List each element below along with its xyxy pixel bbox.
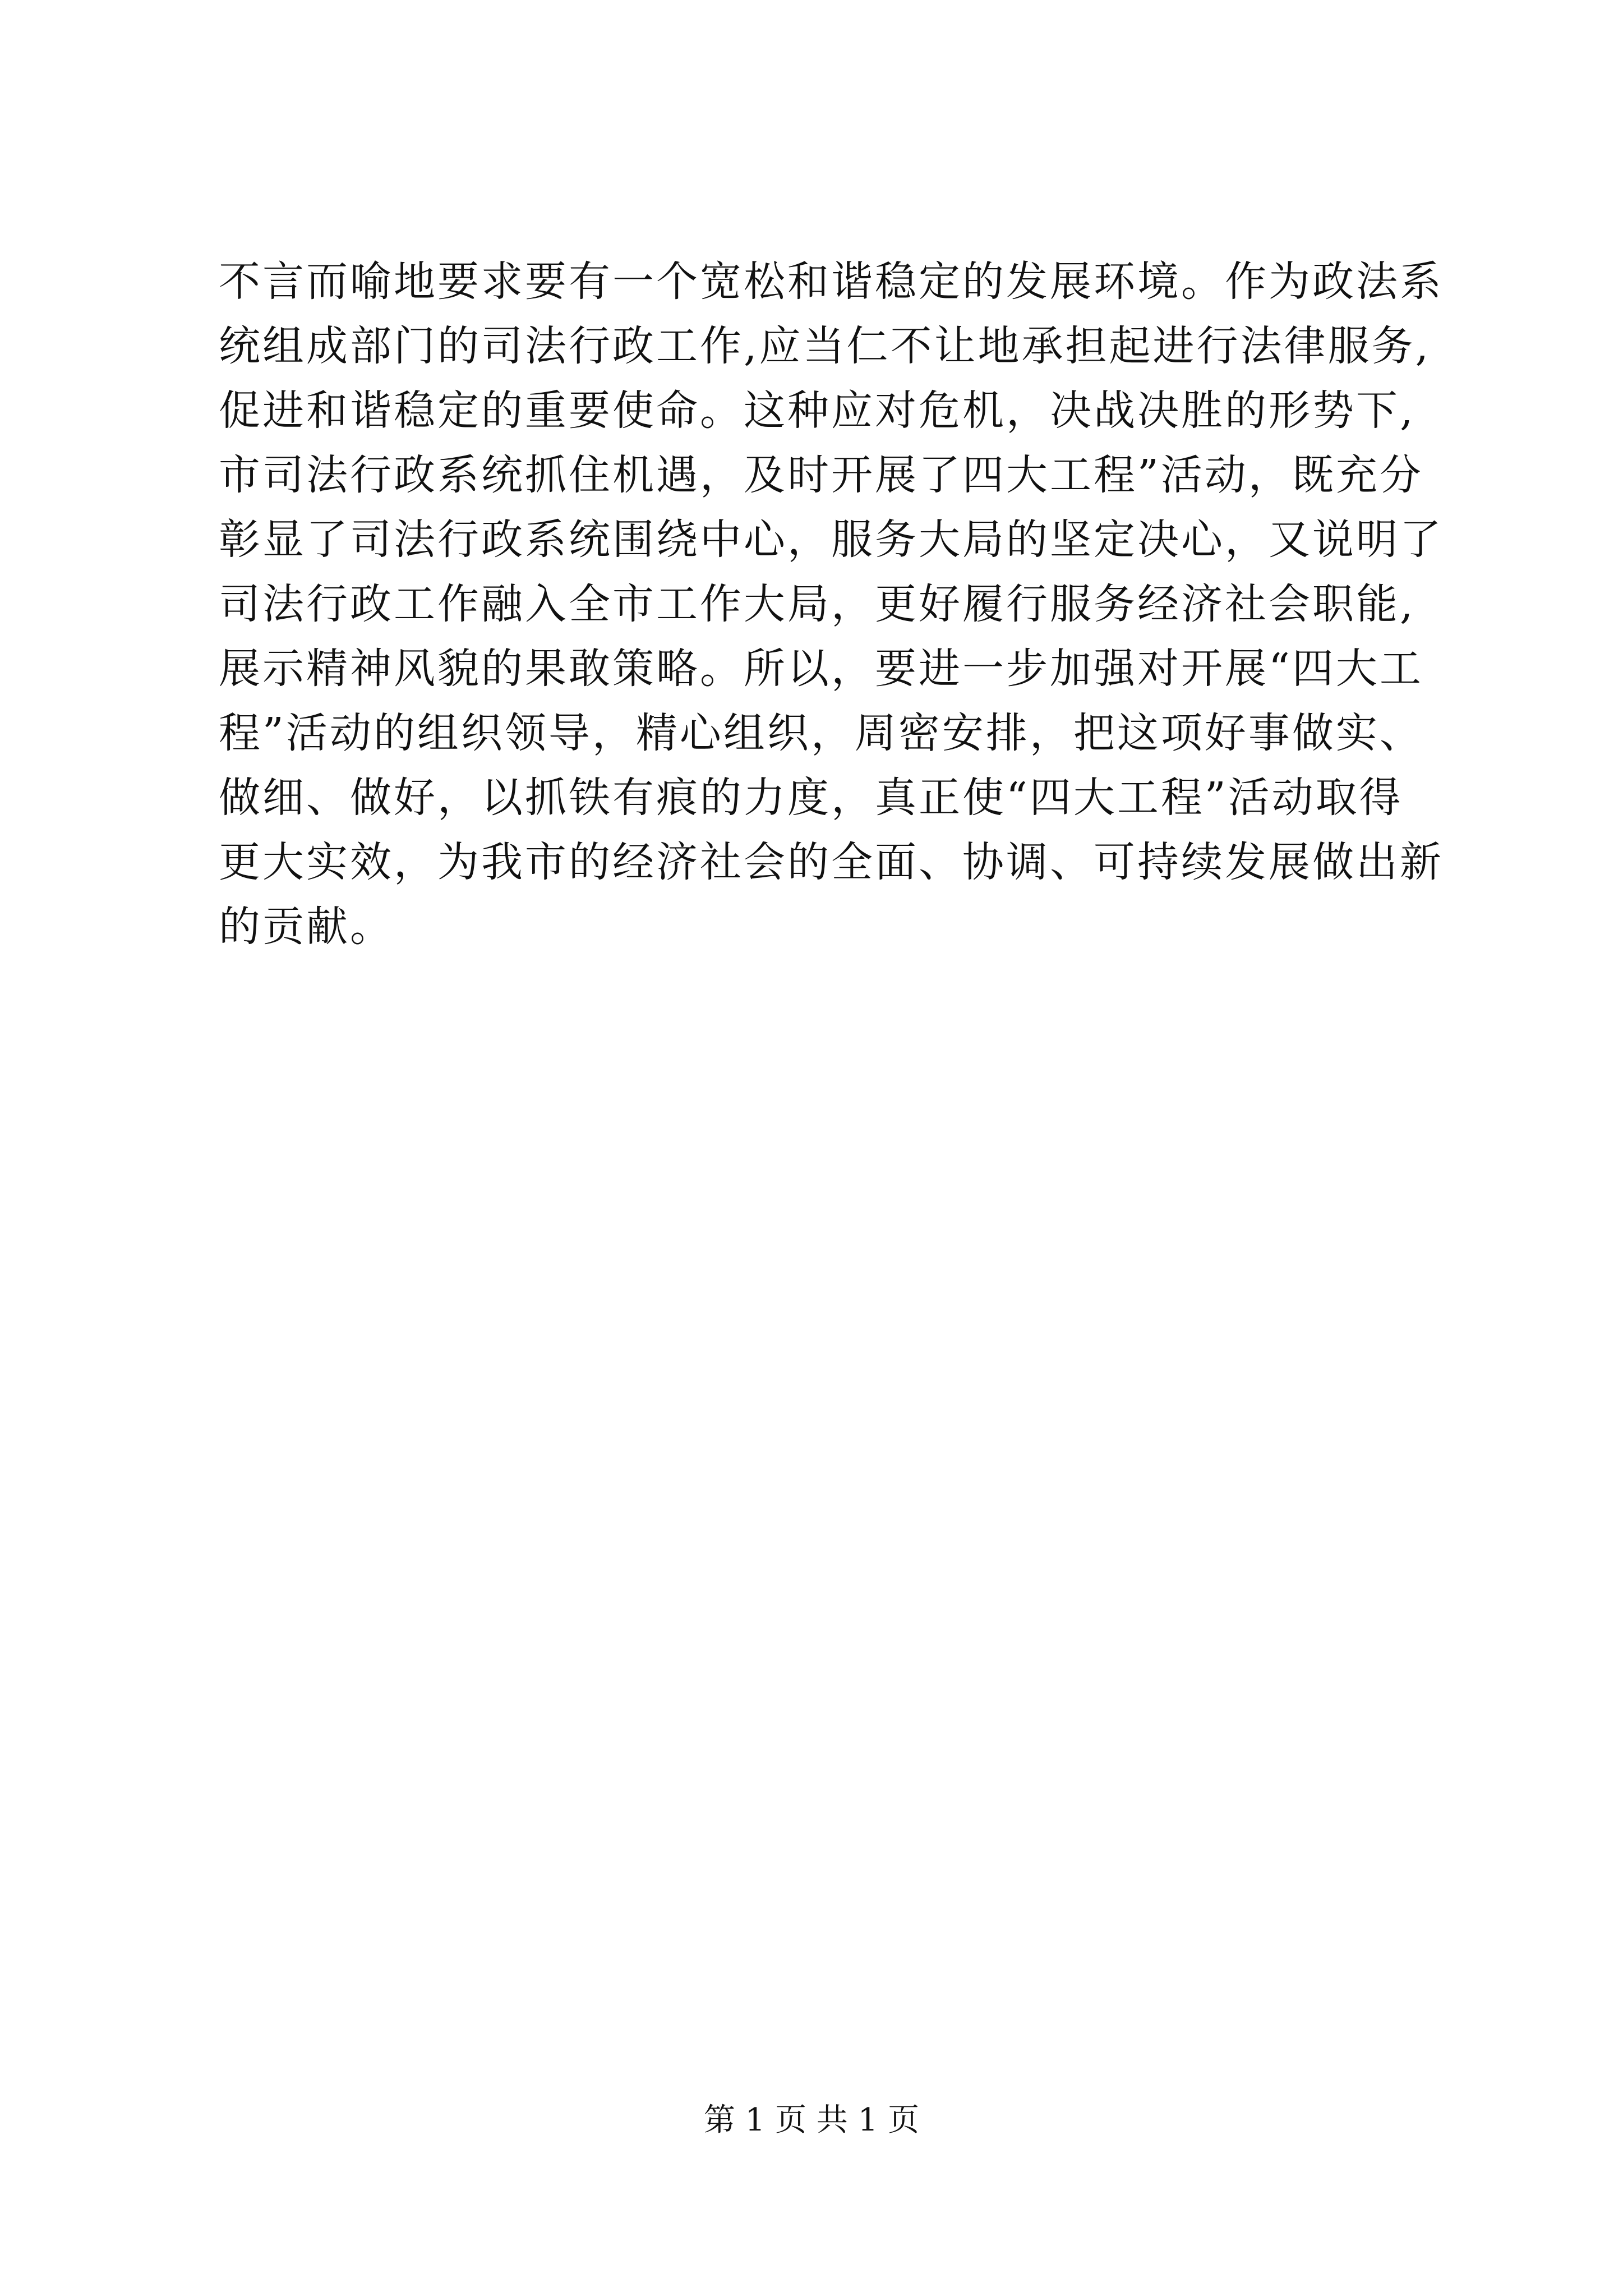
text-line: 市司法行政系统抓住机遇，及时开展了四大工程”活动，既充分 <box>219 451 1423 499</box>
text-line: 统组成部门的司法行政工作,应当仁不让地承担起进行法律服务, <box>219 322 1431 370</box>
text-line: 的贡献。 <box>219 903 394 951</box>
text-line: 做细、做好，以抓铁有痕的力度，真正使“四大工程”活动取得 <box>219 774 1403 822</box>
text-line: 彰显了司法行政系统围绕中心，服务大局的坚定决心，又说明了 <box>219 516 1444 564</box>
text-line: 展示精神风貌的果敢策略。所以，要进一步加强对开展“四大工 <box>219 645 1423 693</box>
text-line: 促进和谐稳定的重要使命。这种应对危机，决战决胜的形势下, <box>219 386 1415 435</box>
text-line: 不言而喻地要求要有一个宽松和谐稳定的发展环境。作为政法系 <box>219 257 1444 306</box>
body-paragraph <box>219 250 1475 959</box>
page-number-footer: 第 1 页 共 1 页 <box>703 2102 920 2138</box>
text-line: 司法行政工作融入全市工作大局，更好履行服务经济社会职能, <box>219 580 1415 628</box>
text-line: 更大实效，为我市的经济社会的全面、协调、可持续发展做出新 <box>219 838 1444 886</box>
text-line: 程”活动的组织领导，精心组织，周密安排，把这项好事做实、 <box>219 709 1423 757</box>
